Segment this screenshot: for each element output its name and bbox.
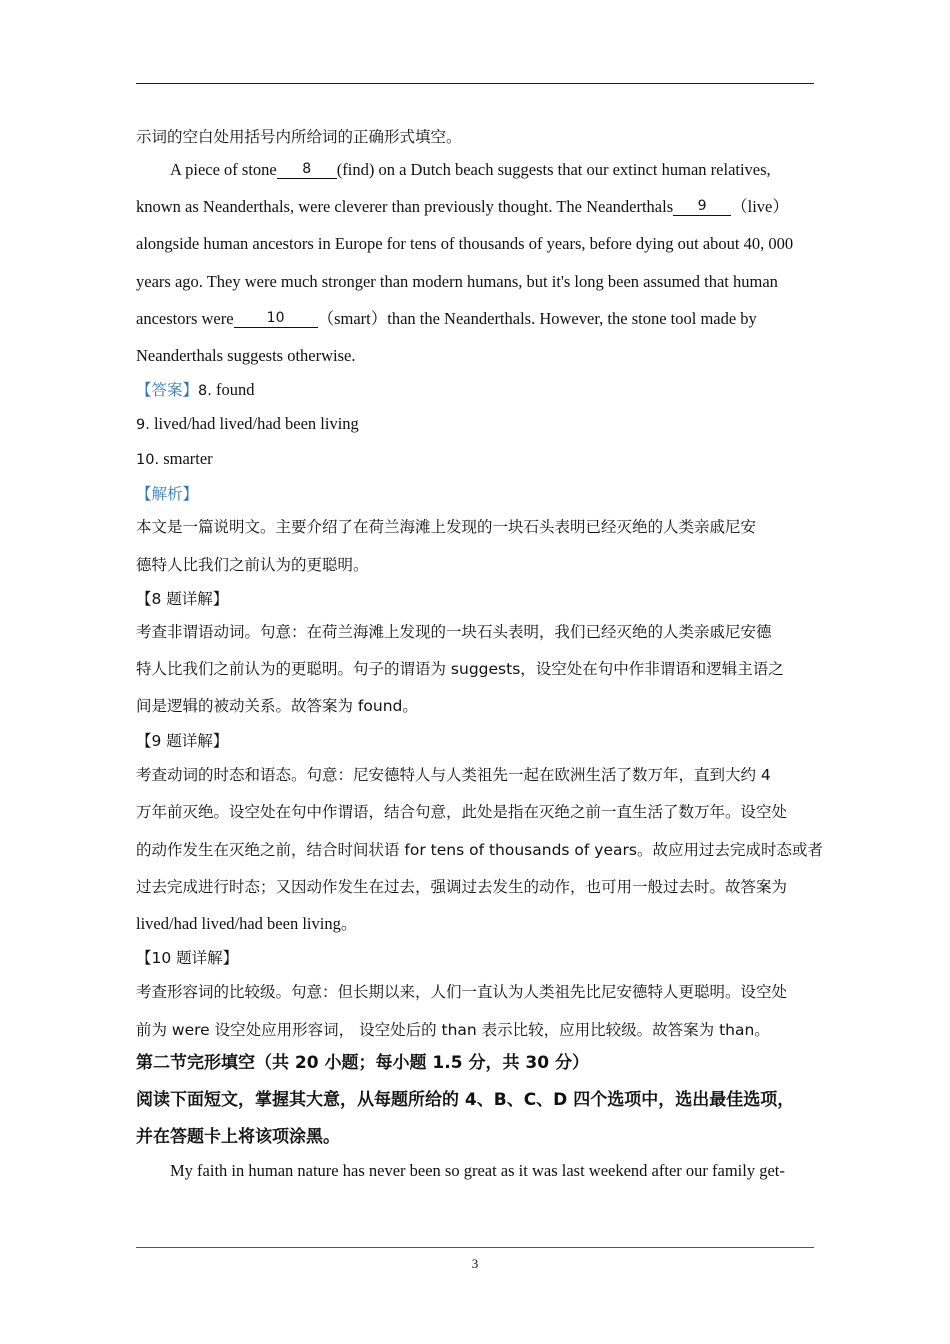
section2-instruction-2: 并在答题卡上将该项涂黑。: [136, 1127, 340, 1147]
passage-line-3: alongside human ancestors in Europe for tens of thousands of years, before dying out about 40, 000: [136, 234, 794, 253]
q8-line-2: 特人比我们之前认为的更聪明。句子的谓语为 suggests，设空处在句中作非谓语和逻辑主语之: [136, 660, 784, 678]
answer-number: 10.: [136, 452, 160, 468]
blank-9: 9: [673, 197, 731, 216]
q9-line-1: 考查动词的时态和语态。句意：尼安德特人与人类祖先一起在欧洲生活了数万年，直到大约 4: [136, 766, 771, 784]
q8-line-1: 考查非谓语动词。句意：在荷兰海滩上发现的一块石头表明，我们已经灭绝的人类亲戚尼安德: [136, 623, 772, 641]
q10-line-2: 前为 were 设空处应用形容词， 设空处后的 than 表示比较，应用比较级。故答案为 than。: [136, 1021, 770, 1039]
answer-number: 9.: [136, 417, 150, 433]
q8-line-3: 间是逻辑的被动关系。故答案为 found。: [136, 697, 418, 715]
intro-tail: 示词的空白处用括号内所给词的正确形式填空。: [136, 128, 462, 146]
answer-text: found: [215, 380, 255, 399]
answer-9: [136, 413, 816, 436]
passage-text: （live）: [731, 197, 789, 216]
q9-line-5: lived/had lived/had been living。: [136, 914, 358, 933]
analysis-line-2: 德特人比我们之前认为的更聪明。: [136, 556, 369, 574]
analysis-label: 【解析】: [136, 485, 199, 503]
cloze-text-line-1: My faith in human nature has never been so great as it was last weekend after our family get-: [170, 1161, 785, 1180]
answer-label: 【答案】: [136, 381, 199, 399]
q10-line-1: 考查形容词的比较级。句意：但长期以来，人们一直认为人类祖先比尼安德特人更聪明。设空处: [136, 983, 788, 1001]
header-rule: [136, 83, 814, 84]
q9-heading: 【9 题详解】: [136, 732, 229, 750]
blank-8: 8: [277, 160, 337, 179]
q8-heading: 【8 题详解】: [136, 590, 229, 608]
q9-line-2: 万年前灭绝。设空处在句中作谓语，结合句意，此处是指在灭绝之前一直生活了数万年。设空处: [136, 803, 788, 821]
section2-title: 第二节完形填空（共 20 小题；每小题 1.5 分，共 30 分）: [136, 1053, 589, 1073]
passage-line-4: years ago. They were much stronger than modern humans, but it's long been assumed that human: [136, 272, 778, 291]
q9-line-4: 过去完成进行时态；又因动作发生在过去，强调过去发生的动作，也可用一般过去时。故答案为: [136, 878, 788, 896]
answer-number: 8.: [198, 383, 212, 399]
passage-line-1: [170, 159, 820, 181]
passage-text: ancestors were: [136, 309, 234, 328]
answer-text: smarter: [163, 449, 213, 468]
footer-rule: [136, 1247, 814, 1248]
q9-line-3: 的动作发生在灭绝之前，结合时间状语 for tens of thousands of years。故应用过去完成时态或者: [136, 841, 823, 859]
passage-line-2: [136, 196, 816, 218]
section2-instruction-1: 阅读下面短文，掌握其大意，从每题所给的 4、B、C、D 四个选项中，选出最佳选项，: [136, 1090, 795, 1110]
analysis-line-1: 本文是一篇说明文。主要介绍了在荷兰海滩上发现的一块石头表明已经灭绝的人类亲戚尼安: [136, 518, 757, 536]
answer-text: lived/had lived/had been living: [153, 414, 359, 433]
passage-text: （smart）than the Neanderthals. However, the stone tool made by: [317, 309, 757, 328]
q10-heading: 【10 题详解】: [136, 949, 239, 967]
page-number: 3: [471, 1256, 479, 1271]
blank-10: 10: [234, 309, 318, 328]
passage-text: (find) on a Dutch beach suggests that our extinct human relatives,: [336, 160, 771, 179]
passage-line-6: Neanderthals suggests otherwise.: [136, 346, 356, 365]
passage-line-5: [136, 308, 816, 330]
passage-text: known as Neanderthals, were cleverer than previously thought. The Neanderthals: [136, 197, 674, 216]
answer-10: [136, 448, 816, 471]
answer-8: [136, 379, 816, 402]
passage-text: A piece of stone: [170, 160, 277, 179]
